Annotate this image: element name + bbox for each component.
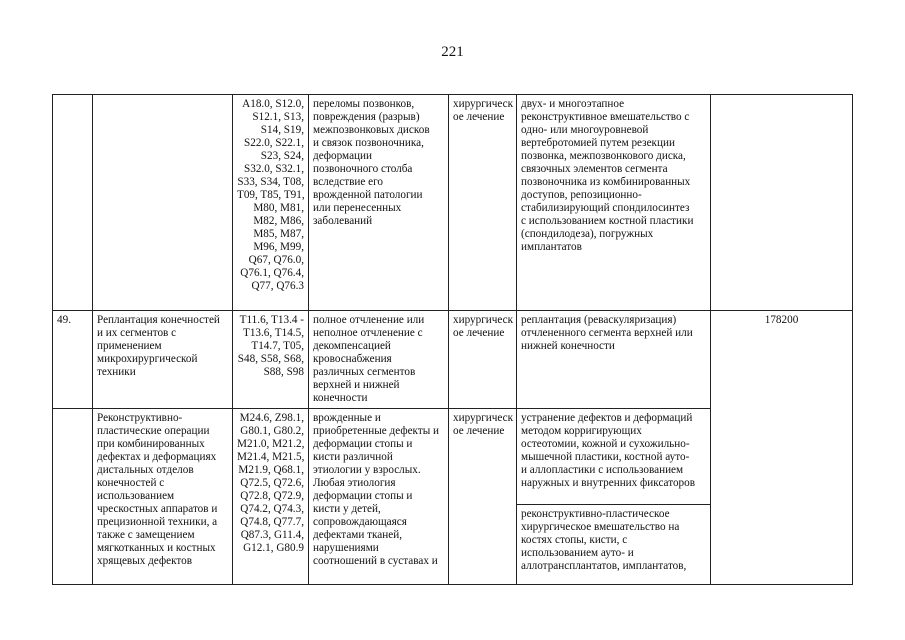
text-line: реплантация (реваскуляризация) [521,314,677,326]
treatment-type [449,409,517,585]
text-line: использованием ауто- и [521,547,634,559]
text-line: этиологии у взрослых. [313,464,421,476]
text-line: T09, T85, T91, [237,189,305,201]
text-line: и аллопластики с использованием [521,464,684,476]
text-line: остеотомии, кожной и сухожильно- [521,438,690,450]
row-number: 49. [53,311,93,409]
text-line: различных сегментов [313,366,416,378]
text-line: мягкотканных и костных [97,542,216,554]
text-line: и связок позвоночника, [313,137,424,149]
text-line: реконструктивно-пластическое [521,508,670,520]
table-row [53,311,853,409]
price: 178200 [711,311,853,585]
page-number: 221 [441,44,464,60]
text-line: ое лечение [453,425,505,437]
row-number [53,409,93,585]
text-line: сопровождающаяся [313,516,407,528]
text-line: M82, M86, [253,215,304,227]
text-line: S48, S58, S68, [237,353,304,365]
text-line: хрящевых дефектов [97,555,193,567]
text-line: и их сегментов с [97,327,177,339]
text-line: нижней конечности [521,340,615,352]
text-line: позвоночника из комбинированных [521,176,691,188]
text-line: также с замещением [97,529,195,541]
text-line: Q87.3, G11.4, [240,529,304,541]
text-line: неполное отчленение с [313,327,423,339]
text-line: нарушениями [313,542,379,554]
text-line: соотношений в суставах и [313,555,438,567]
text-line: пластические операции [97,425,210,437]
text-line: S88, S98 [263,366,304,378]
text-line: применением [97,340,162,352]
icd-codes [233,95,309,311]
icd-codes [233,311,309,409]
text-line: чрескостных аппаратов и [97,503,218,515]
text-line: повреждения (разрыв) [313,111,420,123]
treatment-type [449,311,517,409]
text-line: Q67, Q76.0, [248,254,304,266]
diagnosis [309,95,449,311]
text-line: дефектах и деформациях [97,451,217,463]
text-line: имплантатов [521,241,582,253]
text-line: S32.0, S32.1, [244,163,304,175]
text-line: вертебротомией путем резекции [521,137,675,149]
text-line: верхней и нижней [313,379,400,391]
text-line: кисти различной [313,451,393,463]
text-line: деформации стопы и [313,490,413,502]
text-line: конечностей с [97,477,165,489]
text-line: позвоночного столба [313,163,413,175]
text-line: A18.0, S12.0, [242,98,304,110]
text-line: дефектами тканей, [313,529,403,541]
text-line: S14, S19, [260,124,304,136]
text-line: заболеваний [313,215,373,227]
text-line: межпозвонковых дисков [313,124,430,136]
text-line: деформации [313,150,372,162]
text-line: стабилизирующий спондилосинтез [521,202,690,214]
text-line: Q74.8, Q77.7, [240,516,304,528]
text-line: M21.9, Q68.1, [238,464,304,476]
text-line: ое лечение [453,111,505,123]
text-line: или перенесенных [313,202,402,214]
text-line: вследствие его [313,176,384,188]
text-line: отчлененного сегмента верхней или [521,327,693,339]
text-line: приобретенные дефекты и [313,425,440,437]
text-line: мышечной пластики, костной ауто- [521,451,690,463]
diagnosis [309,311,449,409]
procedure-name [93,409,233,585]
text-line: микрохирургической [97,353,198,365]
text-line: полное отчленение или [313,314,425,326]
text-line: Q77, Q76.3 [251,280,304,292]
text-line: хирургическ [453,412,514,424]
text-line: врожденные и [313,412,381,424]
text-line: G12.1, G80.9 [243,542,304,554]
text-line: дистальных отделов [97,464,194,476]
text-line: M21.0, M21.2, [237,438,305,450]
icd-codes [233,409,309,585]
text-line: S23, S24, [260,150,304,162]
text-line: позвонка, межпозвонкового диска, [521,150,686,162]
text-line: хирургическ [453,98,514,110]
text-line: T14.7, T05, [251,340,304,352]
text-line: врожденной патологии [313,189,423,201]
text-line: S12.1, S13, [252,111,304,123]
text-line: методом корригирующих [521,425,642,437]
procedures-table [52,94,853,585]
procedure-name [93,95,233,311]
text-line: прецизионной техники, а [97,516,218,528]
price [711,95,853,311]
row-number [53,95,93,311]
text-line: деформации стопы и [313,438,413,450]
text-line: декомпенсацией [313,340,391,352]
table-row [53,95,853,311]
procedure-name [93,311,233,409]
text-line: ое лечение [453,327,505,339]
diagnosis [309,409,449,585]
text-line: Q72.8, Q72.9, [240,490,304,502]
text-line: M24.6, Z98.1, [239,412,304,424]
text-line: использованием [97,490,175,502]
text-line: при комбинированных [97,438,205,450]
text-line: переломы позвонков, [313,98,415,110]
text-line: Q72.5, Q72.6, [240,477,304,489]
text-line: хирургическое вмешательство на [521,521,680,533]
text-line: T11.6, T13.4 - [239,314,304,326]
text-line: доступов, репозиционно- [521,189,642,201]
text-line: Реплантация конечностей [97,314,220,326]
text-line: G80.1, G80.2, [240,425,304,437]
text-line: S22.0, S22.1, [244,137,304,149]
text-line: реконструктивное вмешательство с [521,111,690,123]
text-line: S33, S34, T08, [237,176,304,188]
text-line: M85, M87, [253,228,304,240]
text-line: аллотрансплантатов, имплантатов, [521,560,687,572]
text-line: наружных и внутренних фиксаторов [521,477,696,489]
text-line: (спондилодеза), погружных [521,228,654,240]
text-line: M21.4, M21.5, [237,451,305,463]
text-line: костях стопы, кисти, с [521,534,628,546]
treatment-method [517,505,711,585]
treatment-method [517,409,711,505]
text-line: M96, M99, [253,241,304,253]
text-line: Реконструктивно- [97,412,183,424]
text-line: Q76.1, Q76.4, [240,267,304,279]
text-line: связочных элементов сегмента [521,163,668,175]
text-line: техники [97,366,136,378]
text-line: хирургическ [453,314,514,326]
text-line: Любая этиология [313,477,396,489]
text-line: двух- и многоэтапное [521,98,625,110]
treatment-type [449,95,517,311]
text-line: Q74.2, Q74.3, [240,503,304,515]
text-line: T13.6, T14.5, [242,327,304,339]
text-line: конечности [313,392,368,404]
text-line: с использованием костной пластики [521,215,694,227]
text-line: M80, M81, [253,202,304,214]
treatment-method [517,311,711,409]
treatment-method [517,95,711,311]
text-line: кровоснабжения [313,353,392,365]
text-line: устранение дефектов и деформаций [521,412,693,424]
text-line: кисти у детей, [313,503,381,515]
text-line: одно- или многоуровневой [521,124,649,136]
